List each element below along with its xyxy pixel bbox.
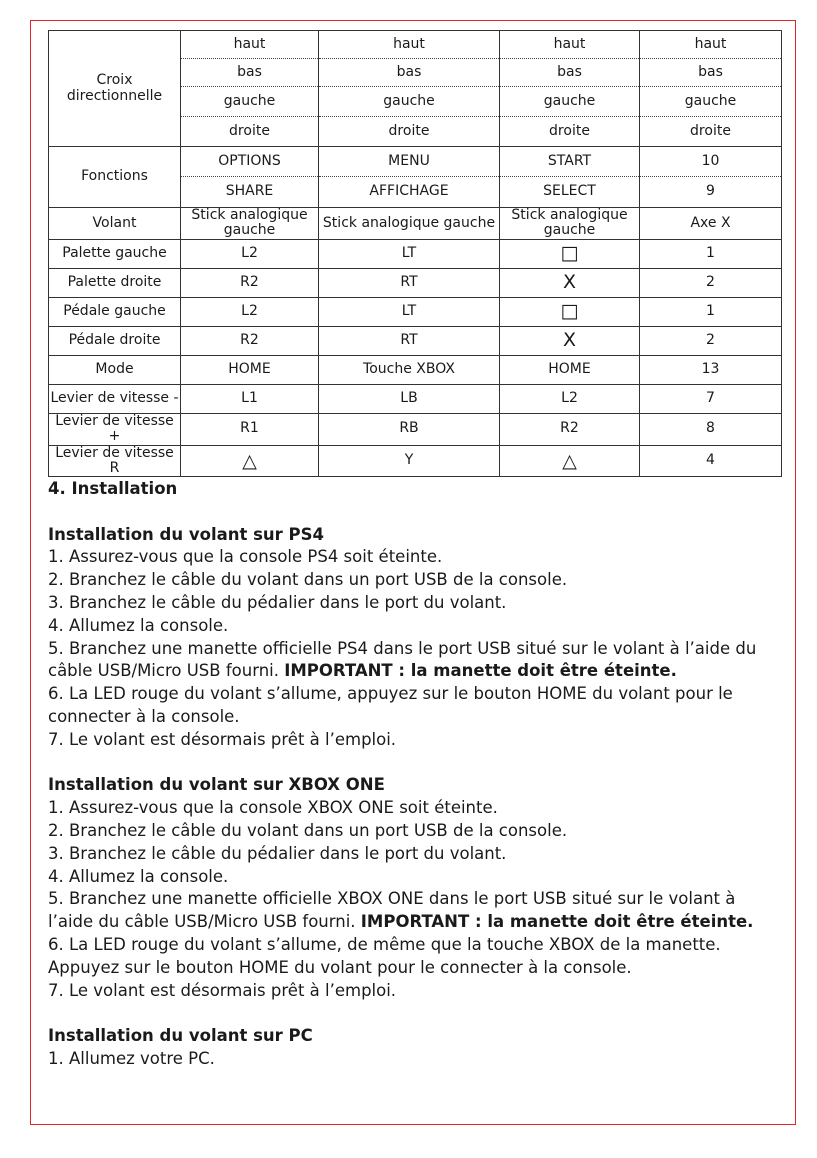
xbox-important-note: IMPORTANT : la manette doit être éteinte. (360, 912, 754, 932)
xbox-step-3: 3. Branchez le câble du pédalier dans le port du volant. (48, 843, 507, 863)
mapping-cell: L2 (181, 239, 319, 268)
ps4-important-note: IMPORTANT : la manette doit être éteinte. (284, 661, 677, 681)
category-cell: Fonctions (49, 147, 181, 208)
mapping-cell: Stick analogique gauche (319, 208, 500, 240)
category-cell: Palette droite (49, 268, 181, 297)
mapping-cell: OPTIONS (181, 147, 319, 177)
ps4-step-5-cont: câble USB/Micro USB fourni. IMPORTANT : la manette doit être éteinte. (48, 661, 677, 681)
mapping-cell: 1 (640, 297, 782, 326)
table-row (49, 31, 782, 59)
mapping-cell: △ (181, 445, 319, 477)
mapping-cell: 13 (640, 355, 782, 384)
mapping-cell: START (500, 147, 640, 177)
mapping-cell: Axe X (640, 208, 782, 240)
mapping-cell: gauche (181, 87, 319, 117)
mapping-cell: R2 (181, 268, 319, 297)
category-cell: Mode (49, 355, 181, 384)
ps4-step-7: 7. Le volant est désormais prêt à l’emploi. (48, 729, 397, 749)
mapping-cell: bas (181, 59, 319, 87)
mapping-cell: R2 (500, 413, 640, 445)
mapping-cell: MENU (319, 147, 500, 177)
category-cell: Levier de vitesse + (49, 413, 181, 445)
xbox-step-5: 5. Branchez une manette officielle XBOX ONE dans le port USB situé sur le volant à (48, 889, 736, 909)
mapping-cell: X (500, 326, 640, 355)
mapping-cell: 4 (640, 445, 782, 477)
mapping-cell: haut (319, 31, 500, 59)
mapping-cell: 8 (640, 413, 782, 445)
mapping-cell: HOME (500, 355, 640, 384)
mapping-cell: droite (500, 117, 640, 147)
mapping-cell: haut (640, 31, 782, 59)
mapping-cell: L2 (500, 384, 640, 413)
table-row (49, 239, 782, 268)
mapping-cell: bas (319, 59, 500, 87)
mapping-cell: L2 (181, 297, 319, 326)
mapping-cell: 2 (640, 326, 782, 355)
table-row (49, 268, 782, 297)
table-row (49, 326, 782, 355)
mapping-cell: RT (319, 326, 500, 355)
table-row (49, 384, 782, 413)
mapping-cell: X (500, 268, 640, 297)
mapping-cell: RT (319, 268, 500, 297)
mapping-cell: droite (181, 117, 319, 147)
category-cell: Palette gauche (49, 239, 181, 268)
category-cell: Volant (49, 208, 181, 240)
xbox-step-7: 7. Le volant est désormais prêt à l’emploi. (48, 980, 397, 1000)
mapping-cell: R1 (181, 413, 319, 445)
pc-step-1: 1. Allumez votre PC. (48, 1048, 215, 1068)
mapping-cell: SELECT (500, 177, 640, 208)
category-cell: Pédale droite (49, 326, 181, 355)
section-title: 4. Installation (48, 479, 178, 498)
category-cell: Croix directionnelle (49, 31, 181, 147)
mapping-cell: □ (500, 239, 640, 268)
pc-heading: Installation du volant sur PC (48, 1026, 313, 1046)
mapping-cell: LT (319, 239, 500, 268)
mapping-cell: □ (500, 297, 640, 326)
ps4-step-6-cont: connecter à la console. (48, 706, 240, 726)
mapping-cell: haut (181, 31, 319, 59)
xbox-step-5-cont: l’aide du câble USB/Micro USB fourni. IMPORTANT : la manette doit être éteinte. (48, 912, 754, 932)
category-cell: Pédale gauche (49, 297, 181, 326)
table-row (49, 413, 782, 445)
xbox-step-6: 6. La LED rouge du volant s’allume, de même que la touche XBOX de la manette. (48, 934, 721, 954)
xbox-step-4: 4. Allumez la console. (48, 866, 229, 886)
mapping-cell: gauche (319, 87, 500, 117)
mapping-cell: 1 (640, 239, 782, 268)
button-mapping-table (48, 30, 782, 477)
mapping-cell: 2 (640, 268, 782, 297)
mapping-cell: bas (500, 59, 640, 87)
mapping-cell: Touche XBOX (319, 355, 500, 384)
mapping-cell: Y (319, 445, 500, 477)
mapping-cell: AFFICHAGE (319, 177, 500, 208)
table-row (49, 208, 782, 240)
table-row (49, 445, 782, 477)
xbox-step-2: 2. Branchez le câble du volant dans un port USB de la console. (48, 820, 568, 840)
mapping-cell: 9 (640, 177, 782, 208)
xbox-heading: Installation du volant sur XBOX ONE (48, 775, 385, 795)
ps4-step-6: 6. La LED rouge du volant s’allume, appuyez sur le bouton HOME du volant pour le (48, 684, 733, 704)
mapping-cell: LB (319, 384, 500, 413)
ps4-step-2: 2. Branchez le câble du volant dans un port USB de la console. (48, 570, 568, 590)
ps4-step-4: 4. Allumez la console. (48, 615, 229, 635)
ps4-heading: Installation du volant sur PS4 (48, 524, 325, 544)
ps4-step-1: 1. Assurez-vous que la console PS4 soit éteinte. (48, 547, 443, 567)
category-cell: Levier de vitesse - (49, 384, 181, 413)
ps4-step-5: 5. Branchez une manette officielle PS4 dans le port USB situé sur le volant à l’aide du (48, 638, 757, 658)
mapping-cell: Stick analogique gauche (500, 208, 640, 240)
mapping-cell: SHARE (181, 177, 319, 208)
xbox-step-1: 1. Assurez-vous que la console XBOX ONE soit éteinte. (48, 798, 498, 818)
mapping-cell: 10 (640, 147, 782, 177)
mapping-cell: △ (500, 445, 640, 477)
mapping-cell: LT (319, 297, 500, 326)
mapping-cell: L1 (181, 384, 319, 413)
ps4-step-3: 3. Branchez le câble du pédalier dans le port du volant. (48, 592, 507, 612)
mapping-cell: RB (319, 413, 500, 445)
mapping-cell: bas (640, 59, 782, 87)
mapping-cell: Stick analogique gauche (181, 208, 319, 240)
installation-section (48, 478, 768, 1071)
mapping-cell: gauche (500, 87, 640, 117)
xbox-step-6-cont: Appuyez sur le bouton HOME du volant pour le connecter à la console. (48, 957, 632, 977)
mapping-cell: droite (640, 117, 782, 147)
table-row (49, 297, 782, 326)
category-cell: Levier de vitesse R (49, 445, 181, 477)
mapping-cell: R2 (181, 326, 319, 355)
mapping-cell: droite (319, 117, 500, 147)
mapping-cell: gauche (640, 87, 782, 117)
mapping-cell: HOME (181, 355, 319, 384)
mapping-cell: haut (500, 31, 640, 59)
table-row (49, 355, 782, 384)
table-row (49, 147, 782, 177)
mapping-cell: 7 (640, 384, 782, 413)
